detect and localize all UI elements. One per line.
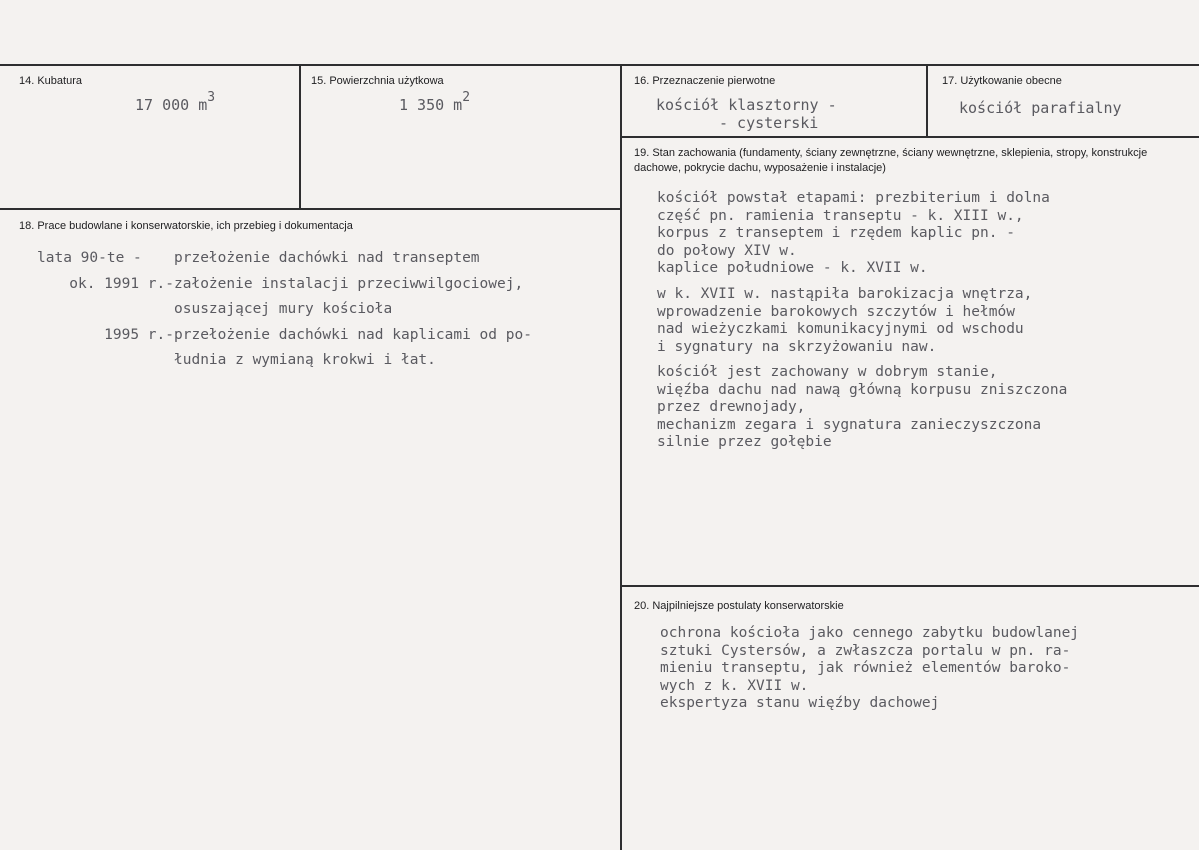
- s19-p1-line: korpus z transeptem i rzędem kaplic pn. -: [657, 225, 1015, 241]
- s20-line: mieniu transeptu, jak również elementów baroko-: [660, 660, 1071, 676]
- s20-line: ekspertyza stanu więźby dachowej: [660, 695, 940, 711]
- entry-text: przełożenie dachówki nad kaplicami od po-: [174, 327, 532, 343]
- entry-date: ok. 1991 r.-: [69, 276, 174, 292]
- section-19-paragraph-2: [657, 286, 1032, 356]
- section-19-paragraph-3: [657, 364, 1067, 452]
- s19-p3-line: silnie przez gołębie: [657, 434, 832, 450]
- kubatura-value: 17 000 m: [135, 96, 208, 114]
- s19-p1-line: kaplice południowe - k. XVII w.: [657, 260, 928, 276]
- section-17-value: kościół parafialny: [959, 99, 1122, 117]
- section-20-text: [660, 625, 1079, 713]
- s19-p2-line: wprowadzenie barokowych szczytów i hełmów: [657, 303, 1015, 320]
- section-15-label: 15. Powierzchnia użytkowa: [311, 75, 444, 87]
- section-16-label: 16. Przeznaczenie pierwotne: [634, 75, 776, 87]
- section-19-paragraph-1: [657, 190, 1050, 278]
- s19-p2-line: w k. XVII w. nastąpiła barokizacja wnętrza,: [657, 286, 1033, 302]
- divider-14-15: [299, 64, 301, 209]
- entry-text: osuszającej mury kościoła: [174, 301, 393, 317]
- section-18-entry: [37, 327, 532, 343]
- s19-p1-line: kościół powstał etapami: prezbiterium i dolna: [657, 190, 1050, 206]
- section-18-label: 18. Prace budowlane i konserwatorskie, ich przebieg i dokumentacja: [19, 220, 353, 232]
- section-18-entry: [37, 352, 436, 368]
- area-value: 1 350 m: [399, 96, 463, 114]
- entry-date: 1995 r.-: [104, 327, 174, 343]
- rule-under-14-15: [0, 208, 621, 210]
- section-20-label: 20. Najpilniejsze postulaty konserwatorskie: [634, 600, 844, 612]
- section-18-entry: [37, 276, 523, 292]
- section-16-line-2: - cysterski: [719, 114, 819, 132]
- s20-line: sztuki Cystersów, a zwłaszcza portalu w pn. ra-: [660, 642, 1071, 659]
- s19-p1-line: do połowy XIV w.: [657, 242, 797, 259]
- s19-p1-line: część pn. ramienia transeptu - k. XIII w.,: [657, 207, 1024, 224]
- rule-above-20: [621, 585, 1199, 587]
- top-rule: [0, 64, 1199, 66]
- section-18-entry: [37, 250, 480, 266]
- s20-line: ochrona kościoła jako cennego zabytku budowlanej: [660, 625, 1080, 641]
- entry-text: przełożenie dachówki nad transeptem: [174, 250, 480, 266]
- section-17-label: 17. Użytkowanie obecne: [942, 75, 1062, 87]
- center-divider: [620, 64, 622, 850]
- section-14-value: [135, 90, 216, 114]
- entry-text: łudnia z wymianą krokwi i łat.: [174, 352, 436, 368]
- rule-under-16-17: [621, 136, 1199, 138]
- section-18-entry: [37, 301, 392, 317]
- s19-p2-line: nad wieżyczkami komunikacyjnymi od wschodu: [657, 321, 1024, 337]
- section-14-label: 14. Kubatura: [19, 75, 82, 87]
- s19-p3-line: więźba dachu nad nawą główną korpusu zniszczona: [657, 381, 1068, 398]
- s19-p2-line: i sygnatury na skrzyżowaniu naw.: [657, 338, 937, 355]
- section-16-line-1: kościół klasztorny -: [656, 96, 837, 114]
- kubatura-exponent: 3: [207, 90, 216, 105]
- entry-date: lata 90-te -: [37, 250, 142, 266]
- divider-16-17: [926, 64, 928, 137]
- s19-p3-line: kościół jest zachowany w dobrym stanie,: [657, 364, 998, 380]
- s20-line: wych z k. XVII w.: [660, 677, 809, 694]
- section-15-value: [399, 90, 471, 114]
- entry-text: założenie instalacji przeciwwilgociowej,: [174, 276, 524, 292]
- area-exponent: 2: [462, 90, 471, 105]
- section-19-label: 19. Stan zachowania (fundamenty, ściany zewnętrzne, ściany wewnętrzne, sklepienia, stropy, konstrukcje dachowe, pokrycie dachu, wyposażenie i instalacje): [634, 147, 1148, 174]
- s19-p3-line: przez drewnojady,: [657, 399, 806, 415]
- s19-p3-line: mechanizm zegara i sygnatura zanieczyszczona: [657, 416, 1042, 433]
